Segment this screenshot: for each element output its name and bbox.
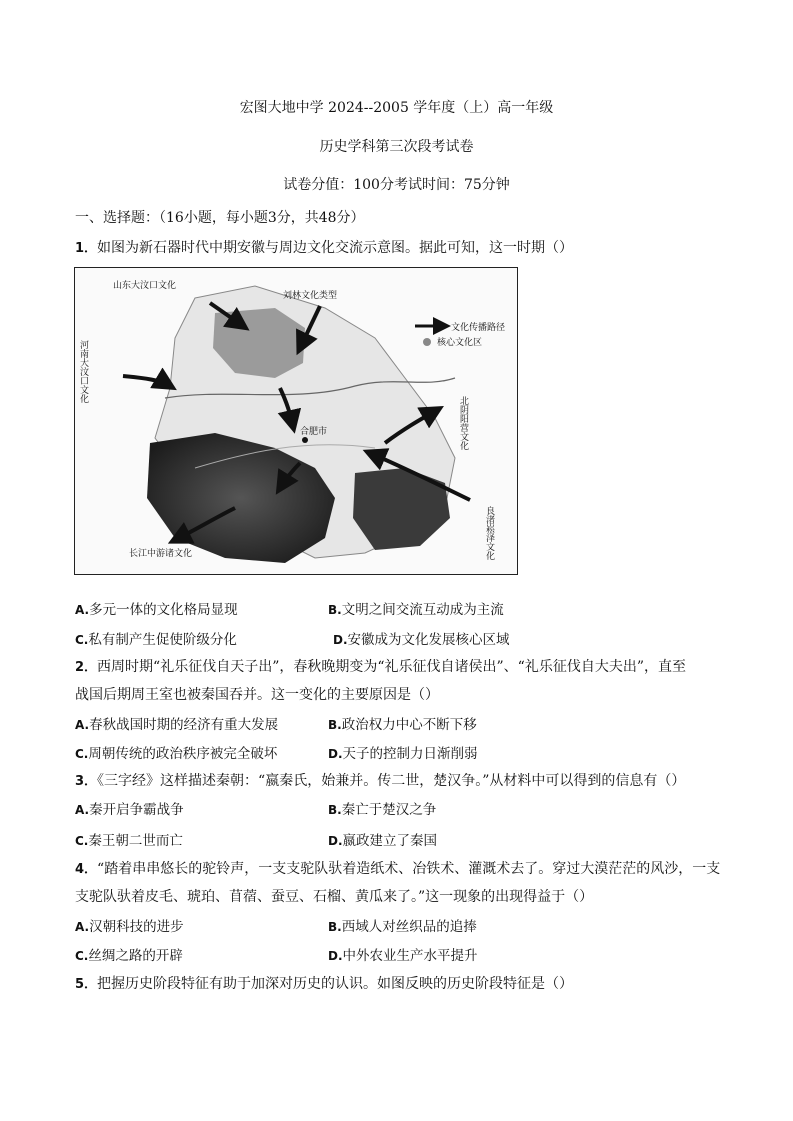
legend-core-label: 核心文化区 xyxy=(437,338,483,348)
label-shandong: 山东大汶口文化 xyxy=(113,281,177,291)
option-2b[interactable]: B.政治权力中心不断下移 xyxy=(328,717,477,733)
question-text: 《三字经》这样描述秦朝：“嬴秦氏，始兼并。传二世，楚汉争。”从材料中可以得到的信息有（） xyxy=(97,773,686,789)
legend-path-label: 文化传播路径 xyxy=(451,323,506,333)
option-1b[interactable]: B.文明之间交流互动成为主流 xyxy=(328,602,504,618)
option-1c[interactable]: C.私有制产生促使阶级分化 xyxy=(75,632,237,648)
option-1a[interactable]: A.多元一体的文化格局显现 xyxy=(75,602,238,618)
question-number: 2． xyxy=(75,660,98,675)
option-4b[interactable]: B.西域人对丝织品的追捧 xyxy=(328,919,477,935)
exam-subject-title: 历史学科第三次段考试卷 xyxy=(319,139,474,155)
option-2c[interactable]: C.周朝传统的政治秩序被完全破坏 xyxy=(75,746,278,762)
option-4c[interactable]: C.丝绸之路的开辟 xyxy=(75,948,183,964)
question-number: 3． xyxy=(75,774,98,789)
question-number: 4． xyxy=(75,862,98,877)
exam-school-title: 宏图大地中学 2024--2005 学年度（上）高一年级 xyxy=(239,100,554,116)
exam-meta: 试卷分值：100分考试时间：75分钟 xyxy=(283,177,510,193)
city-marker xyxy=(302,437,308,443)
option-1d[interactable]: D.安徽成为文化发展核心区域 xyxy=(333,632,510,648)
question-text: 西周时期“礼乐征伐自天子出”，春秋晚期变为“礼乐征伐自诸侯出”、“礼乐征伐自大夫出”，直至 xyxy=(97,659,686,675)
question-1 xyxy=(75,237,573,257)
question-4-line-2: 支驼队驮着皮毛、琥珀、苜蓿、蚕豆、石榴、黄瓜来了。”这一现象的出现得益于（） xyxy=(75,889,594,905)
question-text: 如图为新石器时代中期安徽与周边文化交流示意图。据此可知，这一时期（） xyxy=(97,240,574,256)
question-text: “踏着串串悠长的驼铃声，一支支驼队驮着造纸术、冶铁术、灌溉术去了。穿过大漠茫茫的风沙，一支 xyxy=(97,861,721,877)
question-number: 5． xyxy=(75,977,98,992)
question-3 xyxy=(75,770,685,790)
option-2d[interactable]: D.天子的控制力日渐削弱 xyxy=(328,746,478,762)
option-3b[interactable]: B.秦亡于楚汉之争 xyxy=(328,802,437,818)
label-changjiang: 长江中游诸文化 xyxy=(129,549,193,559)
question-4 xyxy=(75,858,720,878)
mountain-region-east xyxy=(353,468,450,550)
question-text: 把握历史阶段特征有助于加深对历史的认识。如图反映的历史阶段特征是（） xyxy=(97,976,574,992)
question-2 xyxy=(75,656,686,676)
legend-core-icon xyxy=(423,338,431,346)
option-4a[interactable]: A.汉朝科技的进步 xyxy=(75,919,184,935)
label-beiyin: 北阴阳营文化 xyxy=(458,396,468,450)
option-3d[interactable]: D.嬴政建立了秦国 xyxy=(328,833,438,849)
option-3c[interactable]: C.秦王朝二世而亡 xyxy=(75,833,183,849)
section-heading: 一、选择题：（16小题，每小题3分，共48分） xyxy=(75,210,365,226)
label-liulin: 刘林文化类型 xyxy=(283,291,338,301)
label-liangzhu: 良渚崧泽文化 xyxy=(484,506,494,560)
spread-arrow xyxy=(123,376,170,386)
option-4d[interactable]: D.中外农业生产水平提升 xyxy=(328,948,478,964)
question-number: 1． xyxy=(75,241,98,256)
option-2a[interactable]: A.春秋战国时期的经济有重大发展 xyxy=(75,717,279,733)
culture-exchange-map xyxy=(74,267,518,575)
label-henan: 河南大汶口文化 xyxy=(78,340,88,403)
question-5 xyxy=(75,973,573,993)
question-2-line-2: 战国后期周王室也被秦国吞并。这一变化的主要原因是（） xyxy=(75,687,439,703)
option-3a[interactable]: A.秦开启争霸战争 xyxy=(75,802,184,818)
label-hefei: 合肥市 xyxy=(300,427,328,437)
map-graphic xyxy=(75,268,517,574)
